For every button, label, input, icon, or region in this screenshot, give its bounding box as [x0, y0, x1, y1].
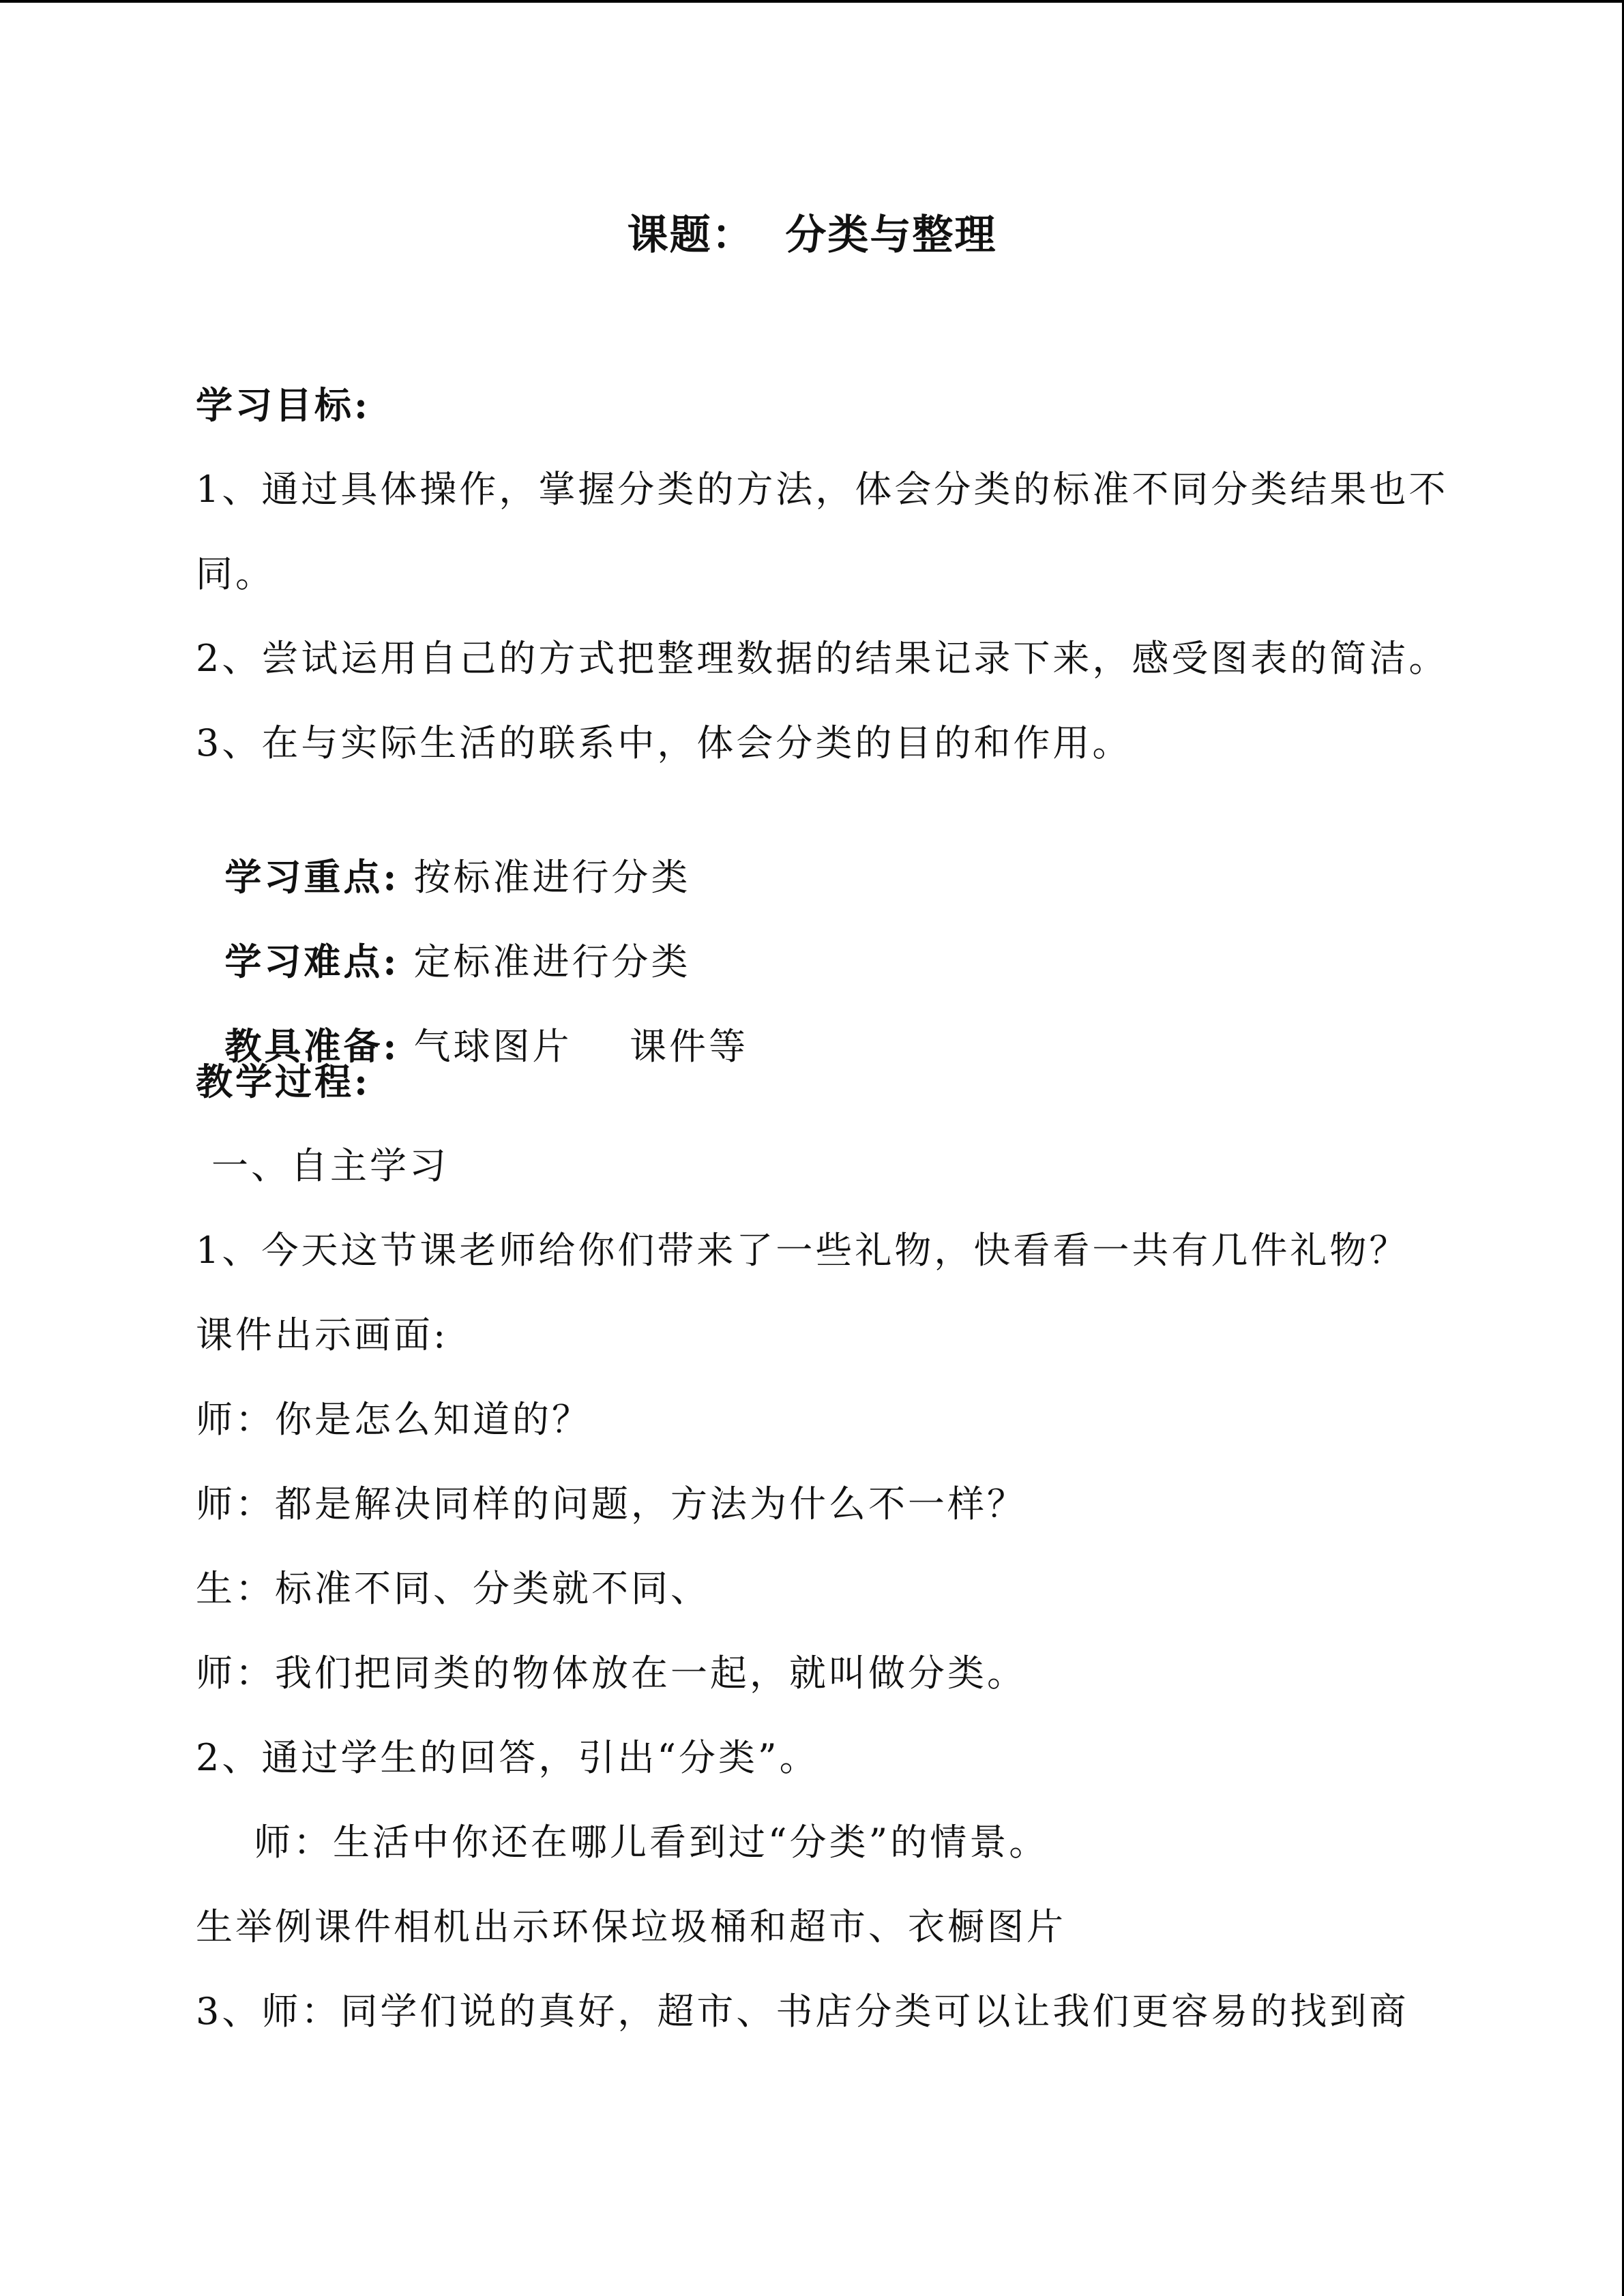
teacher-question-2: 师：都是解决同样的问题，方法为什么不一样？ [196, 1482, 1027, 1525]
materials-label: 教具准备: [224, 1024, 400, 1068]
step-2: 2、通过学生的回答，引出“分类”。 [196, 1736, 819, 1779]
page-top-border [0, 0, 1624, 3]
objective-1-line-2: 同。 [196, 552, 275, 595]
difficulty-label: 学习难点: [224, 940, 400, 983]
objective-1-line-1: 1、通过具体操作，掌握分类的方法，体会分类的标准不同分类结果也不 [196, 468, 1449, 511]
key-point-value: 按标准进行分类 [399, 856, 691, 899]
key-point-label: 学习重点: [224, 855, 400, 899]
objective-2: 2、尝试运用自己的方式把整理数据的结果记录下来，感受图表的简洁。 [196, 637, 1449, 680]
step-3: 3、师：同学们说的真好，超市、书店分类可以让我们更容易的找到商 [196, 1990, 1409, 2033]
objectives-heading: 学习目标: [196, 383, 370, 427]
student-answer-1: 生：标准不同、分类就不同、 [196, 1567, 710, 1610]
difficulty-value: 定标准进行分类 [399, 940, 691, 983]
student-example: 生举例课件相机出示环保垃圾桶和超市、衣橱图片 [196, 1905, 1066, 1948]
teacher-statement-1: 师：我们把同类的物体放在一起，就叫做分类。 [196, 1652, 1027, 1695]
teacher-question-3: 师：生活中你还在哪儿看到过“分类”的情景。 [254, 1821, 1049, 1864]
courseware-line: 课件出示画面: [196, 1313, 449, 1356]
materials-value: 气球图片 课件等 [399, 1025, 749, 1068]
document-title: 课题： 分类与整理 [627, 211, 997, 259]
process-heading: 教学过程: [196, 1060, 370, 1103]
teacher-question-1: 师：你是怎么知道的？ [196, 1398, 591, 1441]
objective-3: 3、在与实际生活的联系中，体会分类的目的和作用。 [196, 721, 1132, 764]
section-1-heading: 一、自主学习 [211, 1144, 449, 1187]
step-1: 1、今天这节课老师给你们带来了一些礼物，快看看一共有几件礼物？ [196, 1229, 1409, 1272]
